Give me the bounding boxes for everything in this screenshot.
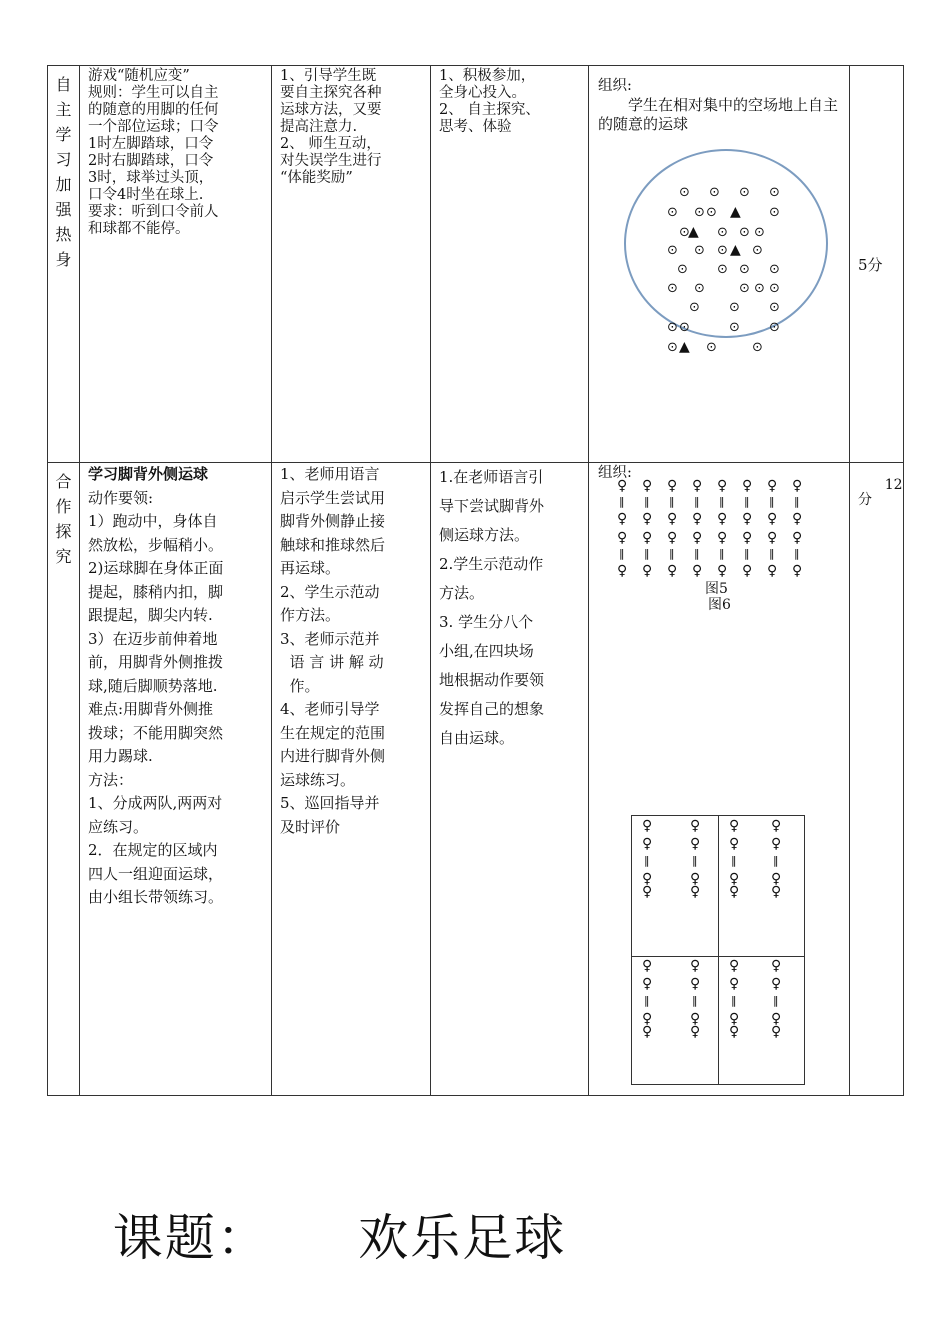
content-line: 动作要领:	[88, 488, 154, 507]
player-marker: ♀	[717, 530, 728, 546]
player-marker: ♀	[642, 511, 653, 527]
student-marker: ⊙	[739, 262, 750, 277]
content-line: 然放松，步幅稍小。	[88, 535, 224, 554]
category-char: 自	[55, 75, 72, 94]
student-line: 全身心投入。	[439, 85, 526, 101]
student-marker: ⊙	[677, 262, 688, 277]
player-marker: ♀	[642, 958, 653, 974]
player-marker: ♀	[642, 836, 653, 852]
content-line: 3）在迈步前伸着地	[88, 629, 218, 648]
category-char: 究	[55, 547, 72, 566]
pair-link: ‖	[644, 994, 650, 1007]
content-line: 跟提起，脚尖内转.	[88, 606, 213, 624]
player-marker: ♀	[642, 976, 653, 992]
figure-label: 图5	[705, 581, 728, 597]
player-marker: ♀	[642, 884, 653, 900]
player-marker: ♀	[729, 871, 740, 887]
player-marker: ♀	[617, 478, 628, 494]
content-line: 2时右脚踏球，口令	[88, 153, 214, 169]
student-line: 2.学生示范动作	[439, 555, 544, 573]
player-marker: ♀	[729, 976, 740, 992]
org-title: 组织:	[598, 465, 632, 481]
table-row-warmup	[48, 66, 904, 463]
player-marker: ♀	[767, 530, 778, 546]
student-line: 地根据动作要领	[439, 671, 545, 689]
student-line: 侧运球方法。	[439, 526, 530, 544]
player-marker: ♀	[690, 818, 701, 834]
student-marker: ⊙	[729, 300, 740, 315]
pair-link: ‖	[694, 547, 700, 560]
content-line: 四人一组迎面运球，	[88, 864, 224, 883]
teacher-line: 运球方法，又要	[280, 102, 382, 118]
student-marker: ⊙	[769, 281, 780, 296]
pair-link: ‖	[619, 547, 625, 560]
heading-label: 课题：	[112, 1209, 269, 1267]
player-marker: ♀	[692, 563, 703, 579]
player-marker: ♀	[667, 530, 678, 546]
player-marker: ♀	[729, 818, 740, 834]
student-marker: ⊙	[739, 281, 750, 296]
pair-link: ‖	[744, 495, 750, 508]
content-line: 和球都不能停。	[88, 221, 190, 237]
player-marker: ♀	[617, 530, 628, 546]
content-line: 1时左脚踏球，口令	[88, 136, 214, 152]
teacher-line: 2、学生示范动	[280, 582, 380, 601]
player-marker: ♀	[792, 563, 803, 579]
student-line: 1、积极参加，	[439, 68, 536, 84]
player-marker: ♀	[642, 1024, 653, 1040]
pair-link: ‖	[644, 495, 650, 508]
organization-cell	[589, 66, 850, 463]
player-marker: ♀	[692, 478, 703, 494]
student-line: 3. 学生分八个	[439, 613, 534, 631]
teacher-line: “体能奖励”	[280, 170, 353, 186]
player-marker: ♀	[729, 1024, 740, 1040]
field-divider-vertical	[718, 816, 719, 1084]
player-marker: ♀	[767, 511, 778, 527]
teacher-line: 2、 师生互动，	[280, 136, 381, 152]
player-marker: ♀	[667, 511, 678, 527]
content-line: 拨球；不能用脚突然	[88, 723, 224, 742]
player-marker: ♀	[742, 563, 753, 579]
player-marker: ♀	[617, 563, 628, 579]
pair-link: ‖	[644, 854, 650, 867]
teacher-marker: ▲	[679, 339, 690, 355]
player-marker: ♀	[642, 1011, 653, 1027]
player-marker: ♀	[690, 836, 701, 852]
player-marker: ♀	[692, 511, 703, 527]
category-char: 作	[55, 497, 72, 516]
pair-link: ‖	[719, 547, 725, 560]
content-line: 规则：学生可以自主	[88, 85, 219, 101]
content-line: 1、分成两队,两两对	[88, 794, 223, 812]
player-marker: ♀	[771, 836, 782, 852]
category-char: 强	[55, 200, 72, 219]
player-marker: ♀	[742, 511, 753, 527]
student-marker: ⊙	[739, 185, 750, 200]
content-line: 游戏“随机应变”	[88, 68, 190, 84]
category-char: 加	[55, 175, 72, 194]
player-marker: ♀	[617, 511, 628, 527]
player-marker: ♀	[729, 836, 740, 852]
pair-link: ‖	[769, 547, 775, 560]
student-marker: ⊙	[769, 262, 780, 277]
player-marker: ♀	[642, 530, 653, 546]
teacher-cell	[272, 463, 431, 1096]
player-marker: ♀	[771, 871, 782, 887]
student-cell	[431, 66, 589, 463]
teacher-marker: ▲	[730, 242, 741, 258]
student-marker: ⊙	[679, 225, 690, 240]
time-value: 5分	[858, 255, 883, 274]
pair-link: ‖	[744, 547, 750, 560]
player-marker: ♀	[717, 511, 728, 527]
content-line: 由小组长带领练习。	[88, 888, 224, 906]
teacher-line: 及时评价	[280, 817, 341, 836]
category-char: 主	[55, 100, 72, 119]
player-marker: ♀	[690, 871, 701, 887]
lesson-heading	[77, 1133, 566, 1273]
teacher-line: 作。	[280, 676, 320, 695]
player-marker: ♀	[742, 478, 753, 494]
category-char: 习	[55, 150, 72, 169]
student-marker: ⊙	[694, 281, 705, 296]
category-char: 探	[55, 522, 72, 541]
content-cell	[80, 66, 272, 463]
teacher-line: 再运球。	[280, 559, 341, 577]
student-line: 导下尝试脚背外	[439, 497, 545, 515]
teacher-line: 作方法。	[280, 606, 341, 624]
pair-link: ‖	[773, 994, 779, 1007]
organization-cell	[589, 463, 850, 1096]
student-marker: ⊙	[667, 320, 678, 335]
player-marker: ♀	[692, 530, 703, 546]
teacher-line: 内进行脚背外侧	[280, 747, 386, 765]
pair-link: ‖	[794, 547, 800, 560]
practice-field	[631, 815, 805, 1085]
player-marker: ♀	[717, 563, 728, 579]
content-line: 难点:用脚背外侧推	[88, 700, 214, 718]
org-title: 组织:	[598, 78, 632, 94]
pair-link: ‖	[731, 994, 737, 1007]
content-line: 2．在规定的区域内	[88, 841, 218, 859]
student-marker: ⊙	[667, 205, 678, 220]
player-marker: ♀	[729, 1011, 740, 1027]
student-line: 1.在老师语言引	[439, 468, 544, 486]
pair-link: ‖	[619, 495, 625, 508]
content-line: 口令4时坐在球上.	[88, 187, 204, 203]
student-marker: ⊙	[667, 340, 678, 355]
student-line: 小组,在四块场	[439, 642, 534, 660]
student-marker: ⊙	[754, 281, 765, 296]
teacher-line: 运球练习。	[280, 770, 356, 789]
student-marker: ⊙	[729, 320, 740, 335]
student-marker: ⊙	[769, 300, 780, 315]
student-marker: ⊙	[739, 225, 750, 240]
student-marker: ⊙	[706, 340, 717, 355]
player-marker: ♀	[642, 871, 653, 887]
pair-link: ‖	[731, 854, 737, 867]
student-marker: ⊙	[717, 225, 728, 240]
player-marker: ♀	[729, 884, 740, 900]
org-description: 学生在相对集中的空场地上自主的随意的运球	[598, 96, 839, 133]
student-line: 思考、体验	[439, 119, 512, 135]
figure-label: 图6	[708, 597, 731, 613]
player-marker: ♀	[690, 1024, 701, 1040]
teacher-line: 1、老师用语言	[280, 465, 380, 483]
player-marker: ♀	[690, 884, 701, 900]
teacher-line: 脚背外侧静止接	[280, 512, 386, 530]
player-marker: ♀	[690, 958, 701, 974]
player-marker: ♀	[642, 478, 653, 494]
teacher-line: 3、老师示范并	[280, 629, 380, 648]
category-cell	[48, 66, 80, 463]
teacher-line: 生在规定的范围	[280, 723, 386, 742]
field-divider-horizontal	[632, 956, 804, 957]
player-marker: ♀	[771, 976, 782, 992]
category-cell	[48, 463, 80, 1096]
pair-link: ‖	[644, 547, 650, 560]
student-marker: ⊙	[752, 243, 763, 258]
student-line: 2、 自主探究、	[439, 102, 540, 118]
content-cell	[80, 463, 272, 1096]
content-line: 球,随后脚顺势落地.	[88, 676, 218, 695]
player-marker: ♀	[667, 563, 678, 579]
player-marker: ♀	[729, 958, 740, 974]
student-marker: ⊙	[717, 243, 728, 258]
content-line: 提起，膝稍内扣，脚	[88, 582, 224, 601]
time-cell	[850, 463, 904, 1096]
content-line: 3时，球举过头顶，	[88, 170, 214, 186]
time-value: 12 分	[858, 477, 903, 508]
player-marker: ♀	[771, 958, 782, 974]
player-marker: ♀	[690, 1011, 701, 1027]
table-row-cooperative	[48, 463, 904, 1096]
teacher-line: 对失误学生进行	[280, 153, 382, 169]
student-marker: ⊙	[694, 243, 705, 258]
student-marker: ⊙	[679, 320, 690, 335]
player-marker: ♀	[767, 563, 778, 579]
pair-link: ‖	[669, 547, 675, 560]
pair-link: ‖	[794, 495, 800, 508]
student-line: 自由运球。	[439, 729, 515, 747]
category-char: 合	[55, 472, 72, 491]
content-line: 应练习。	[88, 817, 149, 836]
content-line: 方法：	[88, 770, 134, 789]
content-line: 1）跑动中，身体自	[88, 512, 218, 530]
teacher-cell	[272, 66, 431, 463]
pair-link: ‖	[692, 854, 698, 867]
player-marker: ♀	[667, 478, 678, 494]
teacher-line: 启示学生尝试用	[280, 488, 386, 507]
teacher-line: 触球和推球然后	[280, 535, 386, 554]
pair-link: ‖	[694, 495, 700, 508]
teacher-line: 语 言 讲 解 动	[280, 653, 384, 671]
teacher-line: 5、巡回指导并	[280, 794, 380, 812]
player-marker: ♀	[771, 884, 782, 900]
player-marker: ♀	[771, 1024, 782, 1040]
player-marker: ♀	[767, 478, 778, 494]
teacher-line: 要自主探究各种	[280, 85, 382, 101]
student-marker: ⊙	[717, 262, 728, 277]
student-line: 方法。	[439, 584, 485, 602]
player-marker: ♀	[792, 530, 803, 546]
student-marker: ⊙	[754, 225, 765, 240]
student-cell	[431, 463, 589, 1096]
pair-link: ‖	[719, 495, 725, 508]
content-line: 一个部位运球；口令	[88, 119, 219, 135]
category-char: 身	[55, 250, 72, 269]
content-title: 学习脚背外侧运球	[88, 465, 209, 483]
content-line: 的随意的用脚的任何	[88, 102, 219, 118]
lesson-title: 欢乐足球	[358, 1209, 567, 1267]
time-cell	[850, 66, 904, 463]
teacher-line: 1、引导学生既	[280, 68, 377, 84]
player-marker: ♀	[771, 818, 782, 834]
teacher-marker: ▲	[730, 204, 741, 220]
content-line: 前，用脚背外侧推拨	[88, 653, 224, 671]
lesson-plan-table	[47, 65, 904, 1096]
content-line: 2)运球脚在身体正面	[88, 559, 224, 577]
pair-link: ‖	[769, 495, 775, 508]
pair-link: ‖	[669, 495, 675, 508]
player-marker: ♀	[792, 478, 803, 494]
student-marker: ⊙	[769, 205, 780, 220]
student-marker: ⊙	[689, 300, 700, 315]
warmup-formation-diagram	[589, 66, 849, 462]
student-marker: ⊙	[752, 340, 763, 355]
student-marker: ⊙	[667, 243, 678, 258]
student-marker: ⊙	[769, 185, 780, 200]
content-line: 用力踢球.	[88, 747, 153, 765]
content-line: 要求：听到口令前人	[88, 204, 219, 220]
cooperative-formation-diagram	[589, 463, 849, 1095]
player-marker: ♀	[642, 818, 653, 834]
player-marker: ♀	[717, 478, 728, 494]
student-marker: ⊙	[709, 185, 720, 200]
player-marker: ♀	[642, 563, 653, 579]
student-marker: ⊙	[667, 281, 678, 296]
teacher-line: 4、老师引导学	[280, 700, 380, 718]
teacher-line: 提高注意力.	[280, 119, 358, 135]
player-marker: ♀	[690, 976, 701, 992]
student-line: 发挥自己的想象	[439, 700, 545, 718]
pair-link: ‖	[692, 994, 698, 1007]
student-marker: ⊙	[706, 205, 717, 220]
player-marker: ♀	[742, 530, 753, 546]
student-marker: ⊙	[694, 205, 705, 220]
player-marker: ♀	[792, 511, 803, 527]
category-char: 热	[55, 225, 72, 244]
category-char: 学	[55, 125, 72, 144]
teacher-marker: ▲	[688, 224, 699, 240]
player-marker: ♀	[771, 1011, 782, 1027]
pair-link: ‖	[773, 854, 779, 867]
student-marker: ⊙	[769, 320, 780, 335]
student-marker: ⊙	[679, 185, 690, 200]
